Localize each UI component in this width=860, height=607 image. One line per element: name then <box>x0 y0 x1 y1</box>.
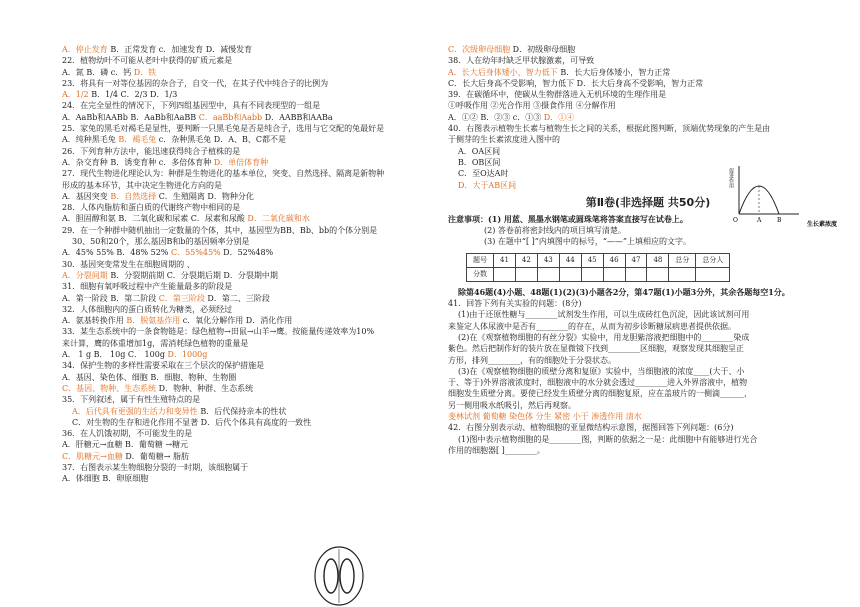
left-line <box>62 315 437 326</box>
left-line <box>62 123 437 134</box>
line-text: A．OA区间 <box>458 146 501 156</box>
line-text: 40．右图表示植物生长素与植物生长之间的关系，根据此图判断，顶端优势现象的产生是由 <box>448 124 771 134</box>
answer-key-text: 斐林试剂 葡萄糖 染色体 分生 紧密 小于 渗透作用 清水 <box>448 412 642 422</box>
left-line <box>62 360 437 371</box>
answer-highlight: A．停止发育 <box>62 45 108 54</box>
right-bottom-line <box>448 355 848 366</box>
score-cell[interactable] <box>625 267 647 281</box>
line-text: 28．人体内脂肪和蛋白质的代谢终产物中相同的是 <box>62 203 241 213</box>
chromosome-right <box>340 559 354 593</box>
right-bottom-line <box>448 321 848 332</box>
right-bottom-line <box>448 434 848 445</box>
score-cell[interactable] <box>494 267 516 281</box>
line-text: 细胞发生质壁分离。要使已经发生质壁分离的细胞复原，应在盖玻片的一侧滴______， <box>448 389 752 399</box>
option-text: D．葡萄糖→ 脂肪 <box>122 451 190 461</box>
left-line <box>62 406 437 417</box>
answer-highlight: B．自然选择 <box>110 191 157 201</box>
line-text: 42．右图分别表示动、植物细胞的亚显微结构示意图，据图回答下列问题：(6分) <box>448 423 734 433</box>
line-text: 31．细胞有氧呼吸过程中产生能量最多的阶段是 <box>62 282 233 292</box>
right-bottom-line <box>448 411 848 422</box>
score-header-cell: 45 <box>581 253 603 267</box>
line-text: C．对生物的生存和进化作用不显著 D．后代个体具有高度的一致性 <box>72 417 312 427</box>
right-bottom-line <box>448 400 848 411</box>
line-text: (1)由于还原性糖与________试剂发生作用，可以生成砖红色沉淀，因此该试剂可用 <box>458 310 750 320</box>
line-text: A．肝糖元→血糖 B．葡萄糖 →糖元 <box>62 440 189 450</box>
section-title: 第Ⅱ卷(非选择题 共50分) <box>585 195 711 209</box>
option-text: D．初级卵母细胞 <box>510 45 576 54</box>
option-text: A．氨基转换作用 <box>62 316 127 326</box>
option-text: c．杂种黑毛兔 D．A、B、C都不是 <box>156 135 286 145</box>
right-top-line <box>448 146 848 157</box>
line-text: 作用的细胞器[ ]________。 <box>448 445 545 455</box>
left-line <box>62 247 437 258</box>
line-text: 紫色。然后把制作好的装片放在显微镜下找到________区细胞，观察发现其细胞呈正 <box>448 344 744 354</box>
left-line <box>62 304 437 315</box>
option-text: A．第一阶段 B．第二阶段 <box>62 293 159 303</box>
option-text: A．①② B．②③ c．①③ <box>448 112 544 122</box>
option-text: D．第二、三阶段 <box>204 293 270 303</box>
line-text: B．OB区间 <box>458 157 501 167</box>
option-text: D．物种、种群、生态系统 <box>156 383 254 393</box>
line-text: 26．下列育种方法中，能迅速获得纯合子植株的是 <box>62 146 241 156</box>
answer-highlight: D．单倍体育种 <box>213 157 269 167</box>
line-text: (2)在《观察植物细胞的有丝分裂》实验中，用龙胆紫溶液把细胞中的________染成 <box>458 332 750 342</box>
left-line <box>62 44 437 55</box>
line-text: 29．在一个种群中随机抽出一定数量的个体，其中，基因型为BB、Bb、bb的个体分别是 <box>62 225 378 235</box>
line-text: C．至O达A时 <box>458 169 509 179</box>
score-cell[interactable] <box>537 267 559 281</box>
score-header-cell: 总分 <box>669 253 696 267</box>
score-cell[interactable] <box>559 267 581 281</box>
right-top-line <box>448 123 848 134</box>
left-line <box>62 383 437 394</box>
left-line <box>62 417 437 428</box>
left-line <box>62 326 437 337</box>
left-line <box>62 180 437 191</box>
score-table <box>466 253 730 282</box>
option-text: A．45% 55% B．48% 52% <box>62 248 171 258</box>
left-line <box>62 213 437 224</box>
score-header-cell: 47 <box>625 253 647 267</box>
auxin-growth-graph <box>727 162 847 230</box>
left-line <box>62 439 437 450</box>
left-line <box>62 191 437 202</box>
line-text: 另一侧用吸水纸吸引，然后再观察。 <box>448 400 576 410</box>
answer-highlight: C．第三阶段 <box>158 293 205 303</box>
option-text: B．分裂期前期 C．分裂期后期 D．分裂期中期 <box>107 270 278 280</box>
left-column <box>62 44 437 485</box>
score-header-cell: 44 <box>559 253 581 267</box>
score-header-cell: 题号 <box>467 253 494 267</box>
left-line <box>62 259 437 270</box>
answer-highlight: A．分裂间期 <box>62 270 108 280</box>
score-cell[interactable] <box>669 267 696 281</box>
score-row-label: 分数 <box>467 267 494 281</box>
left-line <box>62 112 437 123</box>
right-bottom-line <box>448 366 848 377</box>
line-text: A．基因、染色体、细胞 B．细胞、物种、生物圈 <box>62 372 237 382</box>
answer-highlight: B．脱氨基作用 <box>126 316 181 326</box>
option-text: c．氧化分解作用 D．消化作用 <box>180 316 293 326</box>
line-text: 32．人体细胞内的蛋白质转化为糖类，必须经过 <box>62 304 233 314</box>
line-text: C．长大后身高不受影响，智力低下 D．长大后身高不受影响，智力正常 <box>448 78 704 88</box>
line-text: 于侧芽的生长素浓度进入图中的 <box>448 135 560 145</box>
option-text: D．AABB和AABa <box>262 112 333 122</box>
score-cell[interactable] <box>581 267 603 281</box>
left-line <box>62 394 437 405</box>
line-text: 来鉴定人体尿液中是否有________的存在，从而为初步诊断糖尿病患者提供依据。 <box>448 321 736 331</box>
option-text: C．生殖隔离 D．物种分化 <box>156 191 254 201</box>
line-text: (3)在《观察植物细胞的质壁分离和复原》实验中，当细胞液的浓度____(大于、小 <box>458 366 745 376</box>
right-top-line <box>448 89 848 100</box>
cell-division-diagram <box>312 545 366 607</box>
answer-highlight: A．长大后身体矮小，智力低下 <box>448 67 558 77</box>
right-bottom-line <box>448 309 848 320</box>
right-column <box>448 44 848 456</box>
line-text: 34．保护生物的多样性需要采取在三个层次的保护措施是 <box>62 361 265 371</box>
left-line <box>62 372 437 383</box>
right-top-line <box>448 78 848 89</box>
option-text: A．纯种黑毛兔 <box>62 135 119 145</box>
left-line <box>62 225 437 236</box>
score-header-cell: 41 <box>494 253 516 267</box>
left-line <box>62 55 437 66</box>
line-text: 39．在碳循环中，使碳从生物群落进入无机环境的生理作用是 <box>448 90 667 100</box>
score-cell[interactable] <box>603 267 625 281</box>
left-line <box>62 146 437 157</box>
line-text: 22．植物幼叶不可能从老叶中获得的矿质元素是 <box>62 56 233 66</box>
right-top-line <box>448 100 848 111</box>
left-line <box>62 428 437 439</box>
option-text: A． 1 g B． 10g C． 100g <box>62 350 168 360</box>
left-line <box>62 236 437 247</box>
line-text: 来计算，鹰的体重增加1g，需消耗绿色植物的重量是 <box>62 338 249 348</box>
answer-highlight: D．1000g <box>167 350 208 360</box>
score-table-score-row <box>467 267 730 281</box>
right-top-line <box>448 134 848 145</box>
answer-highlight: D．二氧化碳和水 <box>247 214 310 224</box>
left-line <box>62 349 437 360</box>
line-text: 35．下列叙述，属于有性生殖特点的是 <box>62 395 201 405</box>
answer-highlight: C．55%45% <box>170 248 221 258</box>
line-text: 方形，排列________，有的细胞处于分裂状态。 <box>448 355 616 365</box>
score-header-cell: 总分人 <box>696 253 730 267</box>
score-cell[interactable] <box>515 267 537 281</box>
line-text: 27．现代生物进化理论认为：种群是生物进化的基本单位，突变、自然选择、隔离是新物种 <box>62 169 385 179</box>
right-bottom-questions <box>448 298 848 456</box>
right-top-line <box>448 112 848 123</box>
right-bottom-line <box>448 332 848 343</box>
right-top-line <box>448 55 848 66</box>
line-text: 25．家兔的黑毛对褐毛是显性，要判断一只黑毛兔是否是纯合子，选用与它交配的兔最好是 <box>62 124 385 134</box>
answer-highlight: D．铁 <box>133 67 157 77</box>
option-text: B．长大后身体矮小，智力正常 <box>557 67 671 77</box>
right-bottom-line <box>448 445 848 456</box>
left-line <box>62 157 437 168</box>
line-text: A．体细胞 B．卵原细胞 <box>62 474 149 484</box>
left-line <box>62 67 437 78</box>
left-line <box>62 100 437 111</box>
line-text: 36．在人饥饿初期，不可能发生的是 <box>62 429 193 439</box>
graph-origin-label: O <box>733 217 738 224</box>
scoring-note: 除第46题(4)小题、48题(1)(2)(3)小题各2分，第47题(1)小题3分外，其余各题每空1分。 <box>458 286 790 297</box>
left-line <box>62 451 437 462</box>
left-line <box>62 293 437 304</box>
option-text: A．胆固醇和氨 B．二氧化碳和尿素 C．尿素和尿酸 <box>62 214 248 224</box>
score-table-header-row <box>467 253 730 267</box>
graph-point-a-label: A <box>757 217 762 224</box>
answer-highlight: A．1/2 <box>62 90 92 100</box>
left-line <box>62 281 437 292</box>
left-line <box>62 270 437 281</box>
left-line <box>62 89 437 100</box>
line-text: 23．将具有一对等位基因的杂合子，自交一代，在其子代中纯合子的比例为 <box>62 78 329 88</box>
left-line <box>62 168 437 179</box>
note-line: 注意事项：(1) 用蓝、黑墨水钢笔或圆珠笔将答案直接写在试卷上。 <box>448 213 688 224</box>
left-line <box>62 338 437 349</box>
line-text: 37．右图表示某生物细胞分裂的一时期，该细胞属于 <box>62 462 249 472</box>
line-text: ①呼吸作用 ②光合作用 ③摄食作用 ④分解作用 <box>448 101 616 111</box>
answer-highlight: B．褐毛兔 <box>118 135 157 145</box>
left-line <box>62 462 437 473</box>
left-line <box>62 78 437 89</box>
graph-y-label: 促进作用 <box>728 168 734 188</box>
graph-x-label: 生长素浓度 <box>807 221 838 228</box>
score-header-cell: 46 <box>603 253 625 267</box>
chromosome-left <box>324 559 338 593</box>
option-text: D．52%48% <box>220 248 274 258</box>
right-bottom-line <box>448 377 848 388</box>
score-header-cell: 48 <box>647 253 669 267</box>
line-text: (1)图中表示植物细胞的是________图，判断的依据之一是：此细胞中有能够进行光合 <box>458 434 758 444</box>
right-bottom-line <box>448 388 848 399</box>
score-header-cell: 43 <box>537 253 559 267</box>
answer-highlight: C．次级卵母细胞 <box>448 45 511 54</box>
line-text: 形成的基本环节，其中决定生物进化方向的是 <box>62 180 222 190</box>
note-line: (3) 在题中“[ ]”内填图中的标号，“——”上填相应的文字。 <box>484 237 692 247</box>
left-line <box>62 134 437 145</box>
answer-highlight: D．①④ <box>543 112 575 122</box>
right-top-line <box>448 44 848 55</box>
option-text: A．杂交育种 B．诱变育种 c．多倍体育种 <box>62 157 214 167</box>
note-line: (2) 答卷前将密封线内的项目填写清楚。 <box>484 226 626 236</box>
option-text: A．氮 B．磷 c．钙 <box>62 67 134 77</box>
left-line <box>62 473 437 484</box>
right-bottom-line <box>448 298 848 309</box>
answer-highlight: C．肌糖元→血糖 <box>62 451 123 461</box>
line-text: 30、50和20个，那么基因B和b的基因频率分别是 <box>72 237 250 247</box>
option-text: B．1/4 C．2/3 D．1/3 <box>91 90 178 100</box>
option-text: B．后代保持亲本的性状 <box>197 406 287 416</box>
answer-highlight: C．基因、物种、生态系统 <box>62 383 157 393</box>
answer-highlight: C．aaBb和Aabb <box>198 112 263 122</box>
line-text: 38．人在幼年时缺乏甲状腺激素，可导致 <box>448 56 595 66</box>
score-cell[interactable] <box>696 267 730 281</box>
line-text: 于、等于)外界溶液浓度时，细胞液中的水分就会透过________进入外界溶液中，植物 <box>448 378 748 388</box>
right-bottom-line <box>448 343 848 354</box>
line-text: 41．回答下列有关实验的问题：(8分) <box>448 299 582 309</box>
option-text: A．基因突变 <box>62 191 111 201</box>
score-cell[interactable] <box>647 267 669 281</box>
option-text: B．正常发育 c．加速发育 D．减慢发育 <box>107 45 253 54</box>
line-text: 33．某生态系统中的一条食物链是：绿色植物→田鼠→山羊→鹰。按能量传递效率为10% <box>62 327 375 337</box>
right-top-line <box>448 67 848 78</box>
option-text: A．AaBb和AABb B．AaBb和AaBB <box>62 112 199 122</box>
right-bottom-line <box>448 422 848 433</box>
score-header-cell: 42 <box>515 253 537 267</box>
answer-highlight: A．后代具有更强的生活力和变异性 <box>72 406 198 416</box>
line-text: 30．基因突变常发生在细胞周期的 、 <box>62 259 195 269</box>
left-line <box>62 202 437 213</box>
graph-point-b-label: B <box>777 217 782 224</box>
answer-highlight: D．大于AB区间 <box>458 180 517 190</box>
line-text: 24．在完全显性的情况下，下列四组基因型中，具有不同表现型的一组是 <box>62 101 321 111</box>
